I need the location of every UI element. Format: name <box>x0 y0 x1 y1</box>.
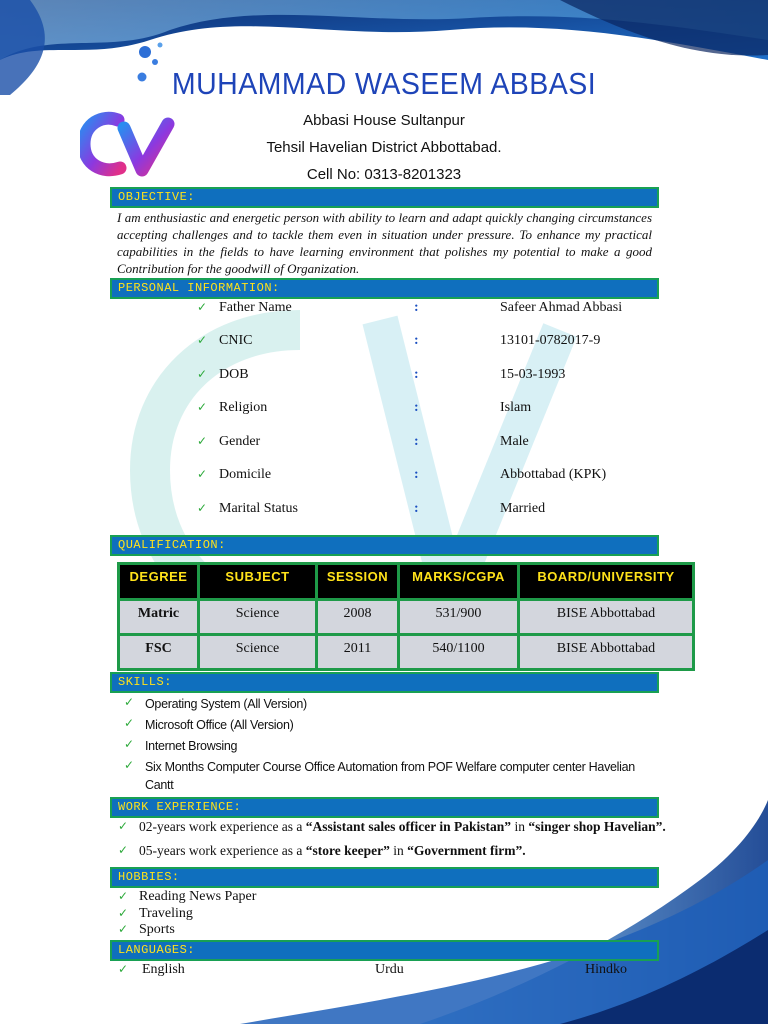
info-colon: : <box>414 300 419 315</box>
info-colon: : <box>414 467 419 482</box>
check-icon: ✓ <box>197 400 208 414</box>
check-icon: ✓ <box>118 962 129 976</box>
hobby-text: Traveling <box>139 906 193 921</box>
skill-text: Operating System (All Version) <box>145 697 307 711</box>
cell-marks: 540/1100 <box>399 635 519 670</box>
check-icon: ✓ <box>124 758 134 772</box>
objective-text: I am enthusiastic and energetic person with ability to learn and adapt quickly changing circumstances accepting challenges and to tackle them even in situation under pressure. To enhance my practical capabilities in the fields to have learning environment that polishes my potential to make a good Contribution for the goodwill of Organization. <box>117 210 652 276</box>
info-value: 13101-0782017-9 <box>500 333 601 348</box>
work-text <box>139 819 666 835</box>
info-value: Abbottabad (KPK) <box>500 467 607 482</box>
check-icon: ✓ <box>197 367 208 381</box>
language-hindko: Hindko <box>585 962 627 977</box>
info-value: 15-03-1993 <box>500 367 566 382</box>
info-label: Father Name <box>219 300 292 315</box>
info-label: Domicile <box>219 467 272 482</box>
cell-subject: Science <box>199 600 317 635</box>
dot <box>139 46 151 58</box>
info-row-religion <box>0 400 768 420</box>
cell-session: 2008 <box>317 600 399 635</box>
section-bar-skills <box>110 672 659 693</box>
check-icon: ✓ <box>124 716 134 730</box>
info-colon: : <box>414 501 419 516</box>
section-bar-objective <box>110 187 659 208</box>
work-role: “store keeper” <box>305 843 390 858</box>
info-label: Marital Status <box>219 501 298 516</box>
section-bar-personal <box>110 278 659 299</box>
info-row-father-name <box>0 300 768 320</box>
cell-degree: Matric <box>119 600 199 635</box>
section-bar-work <box>110 797 659 818</box>
info-label: DOB <box>219 367 249 382</box>
skill-text: Internet Browsing <box>145 739 238 753</box>
info-label: Gender <box>219 434 261 449</box>
check-icon: ✓ <box>118 843 129 857</box>
hobby-text: Reading News Paper <box>139 889 257 904</box>
cell-degree: FSC <box>119 635 199 670</box>
header-marks: MARKS/CGPA <box>399 564 519 600</box>
info-row-dob <box>0 367 768 387</box>
section-bar-qualification <box>110 535 659 556</box>
section-title: WORK EXPERIENCE: <box>118 800 242 814</box>
info-colon: : <box>414 434 419 449</box>
work-employer: “singer shop Havelian”. <box>528 819 666 834</box>
info-value: Married <box>500 501 546 516</box>
section-title: HOBBIES: <box>118 870 180 884</box>
watermark-v <box>380 320 560 600</box>
info-label: CNIC <box>219 333 253 348</box>
check-icon: ✓ <box>118 889 129 903</box>
language-english: English <box>142 962 185 977</box>
info-colon: : <box>414 400 419 415</box>
info-label: Religion <box>219 400 268 415</box>
section-title: PERSONAL INFORMATION: <box>118 281 280 295</box>
table-row <box>119 600 694 635</box>
work-text <box>139 843 526 859</box>
dot <box>152 59 158 65</box>
info-value: Safeer Ahmad Abbasi <box>500 300 623 315</box>
check-icon: ✓ <box>197 300 208 314</box>
check-icon: ✓ <box>197 434 208 448</box>
check-icon: ✓ <box>118 906 129 920</box>
header-subject: SUBJECT <box>199 564 317 600</box>
skill-text: Microsoft Office (All Version) <box>145 718 294 732</box>
table-header-row <box>119 564 694 600</box>
skill-text: Six Months Computer Course Office Automation from POF Welfare computer center Havelian Cantt <box>145 760 635 792</box>
candidate-name: MUHAMMAD WASEEM ABBASI <box>171 66 597 101</box>
info-row-marital-status <box>0 501 768 521</box>
address-line-2: Tehsil Havelian District Abbottabad. <box>266 139 502 156</box>
address-line-1: Abbasi House Sultanpur <box>303 112 465 129</box>
info-value: Male <box>500 434 529 449</box>
cell-session: 2011 <box>317 635 399 670</box>
cell-board: BISE Abbottabad <box>519 635 694 670</box>
qualification-table <box>117 562 695 671</box>
cell-board: BISE Abbottabad <box>519 600 694 635</box>
header-board: BOARD/UNIVERSITY <box>519 564 694 600</box>
work-employer: “Government firm”. <box>407 843 526 858</box>
check-icon: ✓ <box>118 819 129 833</box>
section-title: OBJECTIVE: <box>118 190 196 204</box>
info-row-domicile <box>0 467 768 487</box>
section-bar-hobbies <box>110 867 659 888</box>
section-title: SKILLS: <box>118 675 172 689</box>
check-icon: ✓ <box>118 922 129 936</box>
work-role: “Assistant sales officer in Pakistan” <box>305 819 512 834</box>
check-icon: ✓ <box>197 501 208 515</box>
check-icon: ✓ <box>124 695 134 709</box>
hobby-text: Sports <box>139 922 175 937</box>
info-colon: : <box>414 367 419 382</box>
section-bar-languages <box>110 940 659 961</box>
language-urdu: Urdu <box>375 962 404 977</box>
work-prefix: 02-years work experience as a <box>139 819 306 834</box>
info-row-cnic <box>0 333 768 353</box>
section-title: QUALIFICATION: <box>118 538 226 552</box>
cell-subject: Science <box>199 635 317 670</box>
dot <box>158 43 163 48</box>
check-icon: ✓ <box>197 333 208 347</box>
cell-number: Cell No: 0313-8201323 <box>306 166 462 183</box>
check-icon: ✓ <box>124 737 134 751</box>
work-in: in <box>389 843 408 858</box>
header-degree: DEGREE <box>119 564 199 600</box>
cell-marks: 531/900 <box>399 600 519 635</box>
info-row-gender <box>0 434 768 454</box>
section-title: LANGUAGES: <box>118 943 196 957</box>
info-colon: : <box>414 333 419 348</box>
check-icon: ✓ <box>197 467 208 481</box>
header-session: SESSION <box>317 564 399 600</box>
info-value: Islam <box>500 400 532 415</box>
work-prefix: 05-years work experience as a <box>139 843 306 858</box>
work-in: in <box>511 819 529 834</box>
table-row <box>119 635 694 670</box>
